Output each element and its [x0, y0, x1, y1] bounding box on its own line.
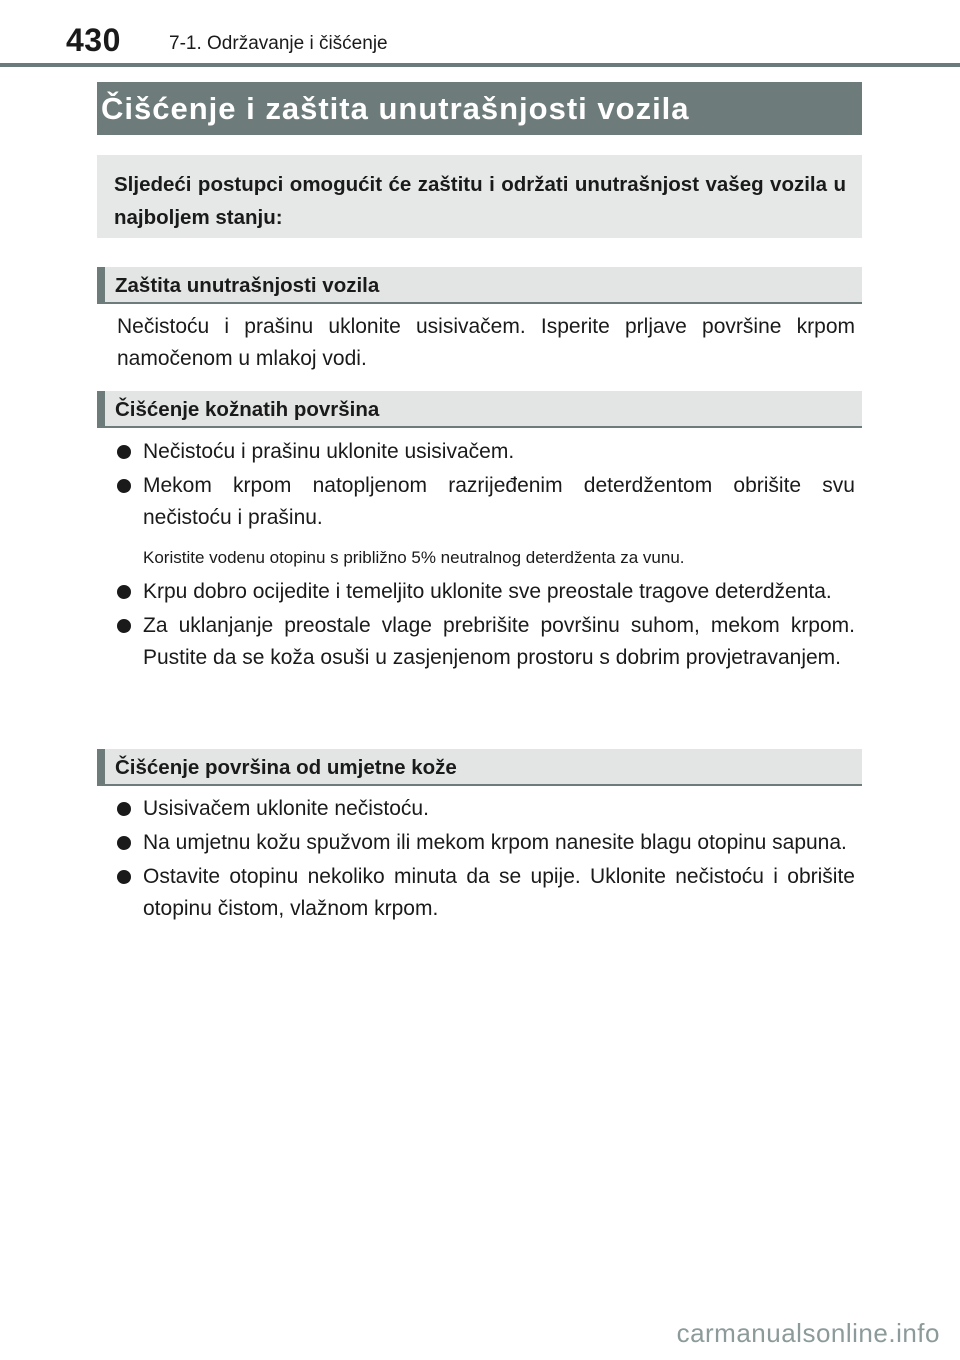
section-heading-interior-protection: Zaštita unutrašnjosti vozila [97, 267, 862, 304]
list-item [117, 861, 855, 925]
detergent-note: Koristite vodenu otopinu s približno 5% neutralnog deterdženta za vunu. [143, 548, 685, 567]
leather-cleaning-list [117, 436, 855, 676]
list-item [117, 576, 855, 608]
section-paragraph: Nečistoću i prašinu uklonite usisivačem. Isperite prljave površine krpom namočenom u mlakoj vodi. [117, 315, 855, 370]
bullet-icon [117, 479, 131, 493]
bullet-icon [117, 802, 131, 816]
list-item-text: Usisivačem uklonite nečistoću. [143, 797, 429, 820]
list-item-text: Krpu dobro ocijedite i temeljito uklonite sve preostale tragove deterdženta. [143, 580, 832, 603]
section-breadcrumb: 7-1. Održavanje i čišćenje [169, 33, 388, 54]
list-item-text: Nečistoću i prašinu uklonite usisivačem. [143, 440, 515, 463]
list-item [117, 470, 855, 534]
list-item [117, 827, 855, 859]
watermark: carmanualsonline.info [676, 1318, 940, 1348]
list-item [117, 610, 855, 674]
page-number: 430 [66, 22, 121, 58]
list-item-text: Ostavite otopinu nekoliko minuta da se upije. Uklonite nečistoću i obrišite otopinu čistom, vlažnom krpom. [143, 865, 855, 920]
list-item-text: Za uklanjanje preostale vlage prebrišite površinu suhom, mekom krpom. Pustite da se koža osuši u zasjenjenom prostoru s dobrim provjetravanjem. [143, 614, 855, 669]
bullet-icon [117, 445, 131, 459]
page-header [0, 0, 960, 70]
bullet-icon [117, 619, 131, 633]
section-heading-artificial-leather: Čišćenje površina od umjetne kože [97, 749, 862, 786]
page-title: Čišćenje i zaštita unutrašnjosti vozila [97, 82, 862, 135]
artificial-leather-list [117, 793, 855, 927]
bullet-icon [117, 870, 131, 884]
list-item [117, 436, 855, 468]
bullet-icon [117, 836, 131, 850]
header-divider [0, 63, 960, 67]
intro-box: Sljedeći postupci omogućit će zaštitu i održati unutrašnjost vašeg vozila u najboljem stanju: [97, 155, 862, 238]
list-item-text: Na umjetnu kožu spužvom ili mekom krpom nanesite blagu otopinu sapuna. [143, 831, 847, 854]
list-item [117, 793, 855, 825]
list-item-text: Mekom krpom natopljenom razrijeđenim deterdžentom obrišite svu nečistoću i prašinu. [143, 474, 855, 529]
bullet-icon [117, 585, 131, 599]
section-heading-leather-cleaning: Čišćenje kožnatih površina [97, 391, 862, 428]
